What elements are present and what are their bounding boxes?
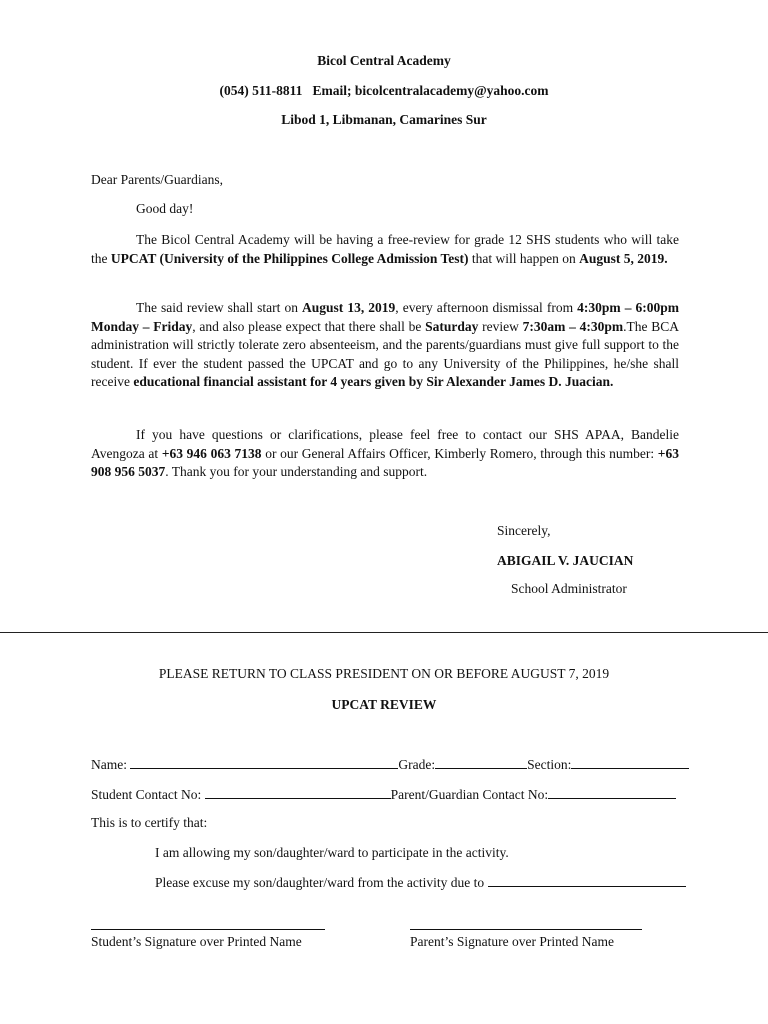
p3-text-a: If you have questions or clarifications, please feel free to contact our SHS APAA, Bandelie Avengoza at	[91, 427, 679, 461]
parent-contact-label: Parent/Guardian Contact No:	[390, 787, 549, 802]
closing: Sincerely,	[497, 523, 551, 538]
p2-weekday-time: 4:30pm – 6:00pm Monday – Friday	[91, 300, 679, 334]
signatory-name: ABIGAIL V. JAUCIAN	[497, 553, 634, 568]
certify-text: This is to certify that:	[91, 815, 208, 830]
p1-date: August 5, 2019.	[579, 250, 668, 266]
cut-divider	[0, 632, 768, 633]
p1-text-c: that will happen on	[468, 250, 580, 266]
p2-text-a: The said review shall start on	[136, 300, 303, 315]
student-signature-line[interactable]	[91, 929, 325, 930]
p2-text-e: , and also please expect that there shall be	[192, 318, 426, 334]
section-field[interactable]	[571, 756, 689, 769]
p3-text-e: . Thank you for your understanding and support.	[165, 464, 428, 479]
section-label: Section:	[527, 757, 572, 772]
grade-label: Grade:	[398, 757, 436, 772]
excuse-row	[155, 874, 686, 891]
parent-contact-field[interactable]	[548, 786, 676, 799]
excuse-text: Please excuse my son/daughter/ward from the activity due to	[155, 875, 485, 890]
slip-title: UPCAT REVIEW	[331, 697, 437, 712]
p2-start-date: August 13, 2019	[302, 300, 396, 315]
p3-apaa-number: +63 946 063 7138	[161, 445, 262, 461]
p1-text-a: The Bicol Central Academy will be having a free-review for grade 12 SHS students who will take the	[91, 232, 679, 266]
school-address: Libod 1, Libmanan, Camarines Sur	[281, 112, 487, 127]
school-name: Bicol Central Academy	[317, 53, 451, 68]
p2-assistance: educational financial assistant for 4 years given by Sir Alexander James D. Juacian.	[133, 374, 614, 389]
parent-signature-line[interactable]	[410, 929, 642, 930]
parent-signature-label: Parent’s Signature over Printed Name	[410, 934, 614, 949]
student-contact-label: Student Contact No:	[91, 787, 202, 802]
signatory-title: School Administrator	[511, 581, 627, 596]
p2-text-i: .The BCA administration will strictly tolerate zero absenteeism, and the parents/guardians must give full support to the student. If ever the student passed the UPCAT and go to any University of the Philippines, he/she shall receive	[91, 318, 679, 389]
salutation: Dear Parents/Guardians,	[91, 172, 223, 187]
name-field[interactable]	[130, 756, 398, 769]
p2-saturday: Saturday	[425, 318, 479, 334]
name-label: Name:	[91, 757, 127, 772]
name-row	[91, 756, 689, 773]
return-notice: PLEASE RETURN TO CLASS PRESIDENT ON OR BEFORE AUGUST 7, 2019	[158, 666, 610, 681]
greeting: Good day!	[136, 201, 194, 216]
student-signature-label: Student’s Signature over Printed Name	[91, 934, 302, 949]
grade-field[interactable]	[435, 756, 527, 769]
p2-text-g: review	[478, 318, 523, 334]
school-contact: (054) 511-8811 Email; bicolcentralacademy@yahoo.com	[219, 83, 549, 98]
paragraph-3	[91, 426, 679, 482]
student-contact-field[interactable]	[205, 786, 391, 799]
paragraph-1	[91, 231, 679, 268]
paragraph-2	[91, 299, 679, 392]
excuse-reason-field[interactable]	[488, 874, 686, 887]
p1-upcat: UPCAT (University of the Philippines College Admission Test)	[110, 250, 469, 266]
allow-text: I am allowing my son/daughter/ward to participate in the activity.	[155, 845, 509, 860]
p3-gao-number: +63 908 956 5037	[91, 445, 679, 479]
p2-saturday-time: 7:30am – 4:30pm	[522, 318, 624, 334]
p2-text-c: , every afternoon dismissal from	[395, 300, 578, 315]
p3-text-c: or our General Affairs Officer, Kimberly Romero, through this number:	[261, 445, 658, 461]
contact-row	[91, 786, 676, 803]
